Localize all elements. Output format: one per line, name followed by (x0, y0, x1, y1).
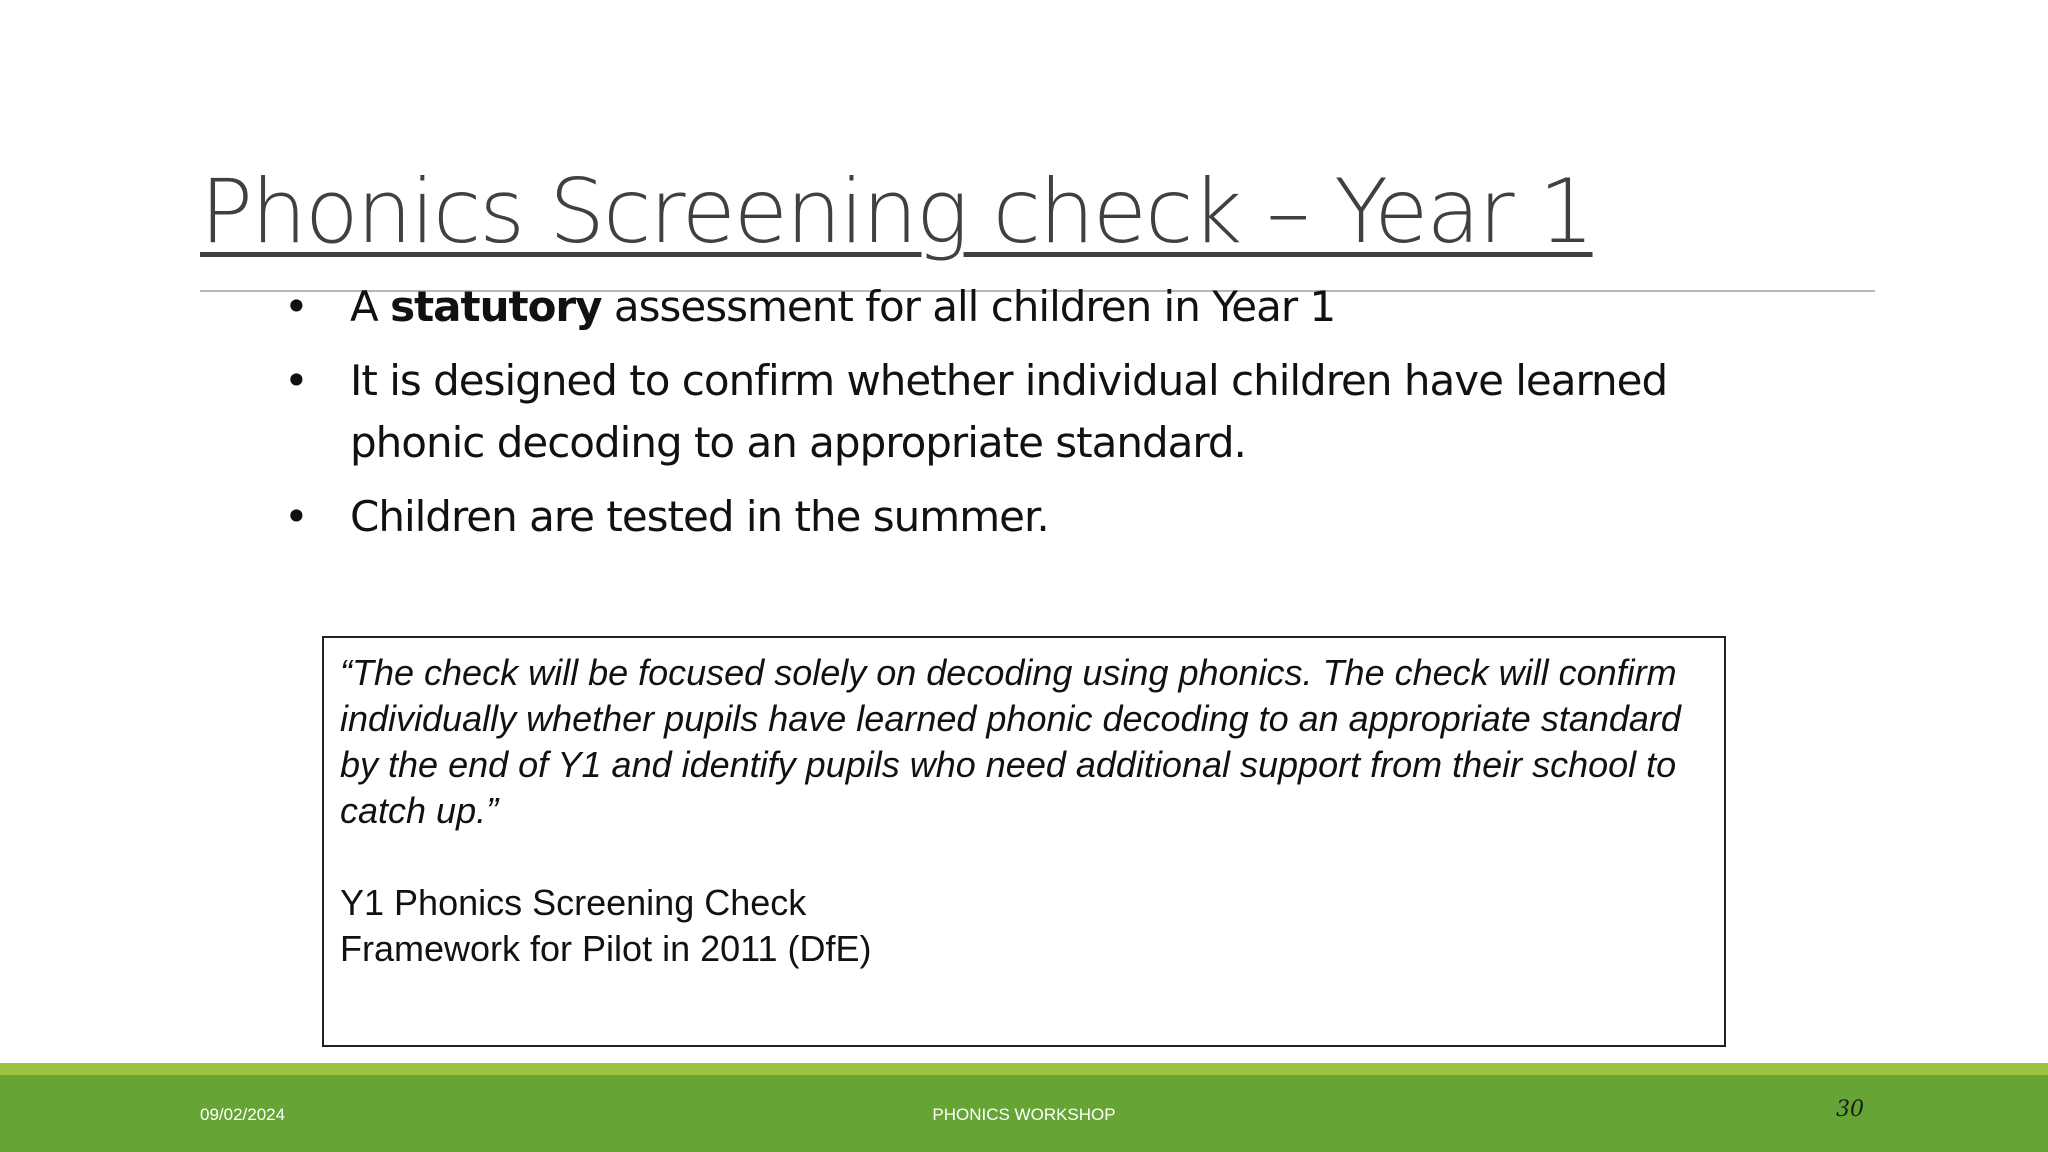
quote-box (322, 636, 1726, 1047)
quote-source-title: Y1 Phonics Screening Check (340, 882, 807, 923)
page-number: 30 (1836, 1097, 1864, 1122)
quote-source (340, 880, 1708, 972)
bullet-text: It is designed to confirm whether individual children have learned phonic decoding to an appropriate standard. (350, 356, 1668, 467)
footer-stripe (0, 1063, 2048, 1075)
bullet-text-pre: A (350, 282, 391, 331)
slide-title: Phonics Screening check – Year 1 (200, 160, 1593, 263)
bullet-dot: • (284, 356, 308, 405)
bullet-item (280, 486, 1760, 548)
bullet-text-post: assessment for all children in Year 1 (601, 282, 1336, 331)
bullet-item (280, 350, 1760, 474)
footer-title: PHONICS WORKSHOP (932, 1105, 1116, 1124)
bullet-dot: • (284, 282, 308, 331)
quote-text: “The check will be focused solely on decoding using phonics. The check will confirm individually whether pupils have learned phonic decoding to an appropriate standard by the end of Y1 and identify pupils who need additional support from their school to catch up.” (340, 652, 1681, 831)
footer-date: 09/02/2024 (200, 1105, 286, 1124)
footer-bar (0, 1075, 2048, 1152)
bullet-text-bold: statutory (390, 282, 602, 331)
bullet-list (280, 276, 1760, 560)
quote-source-detail: Framework for Pilot in 2011 (DfE) (340, 928, 872, 969)
bullet-dot: • (284, 492, 308, 541)
bullet-text: Children are tested in the summer. (350, 492, 1049, 541)
bullet-item (280, 276, 1760, 338)
